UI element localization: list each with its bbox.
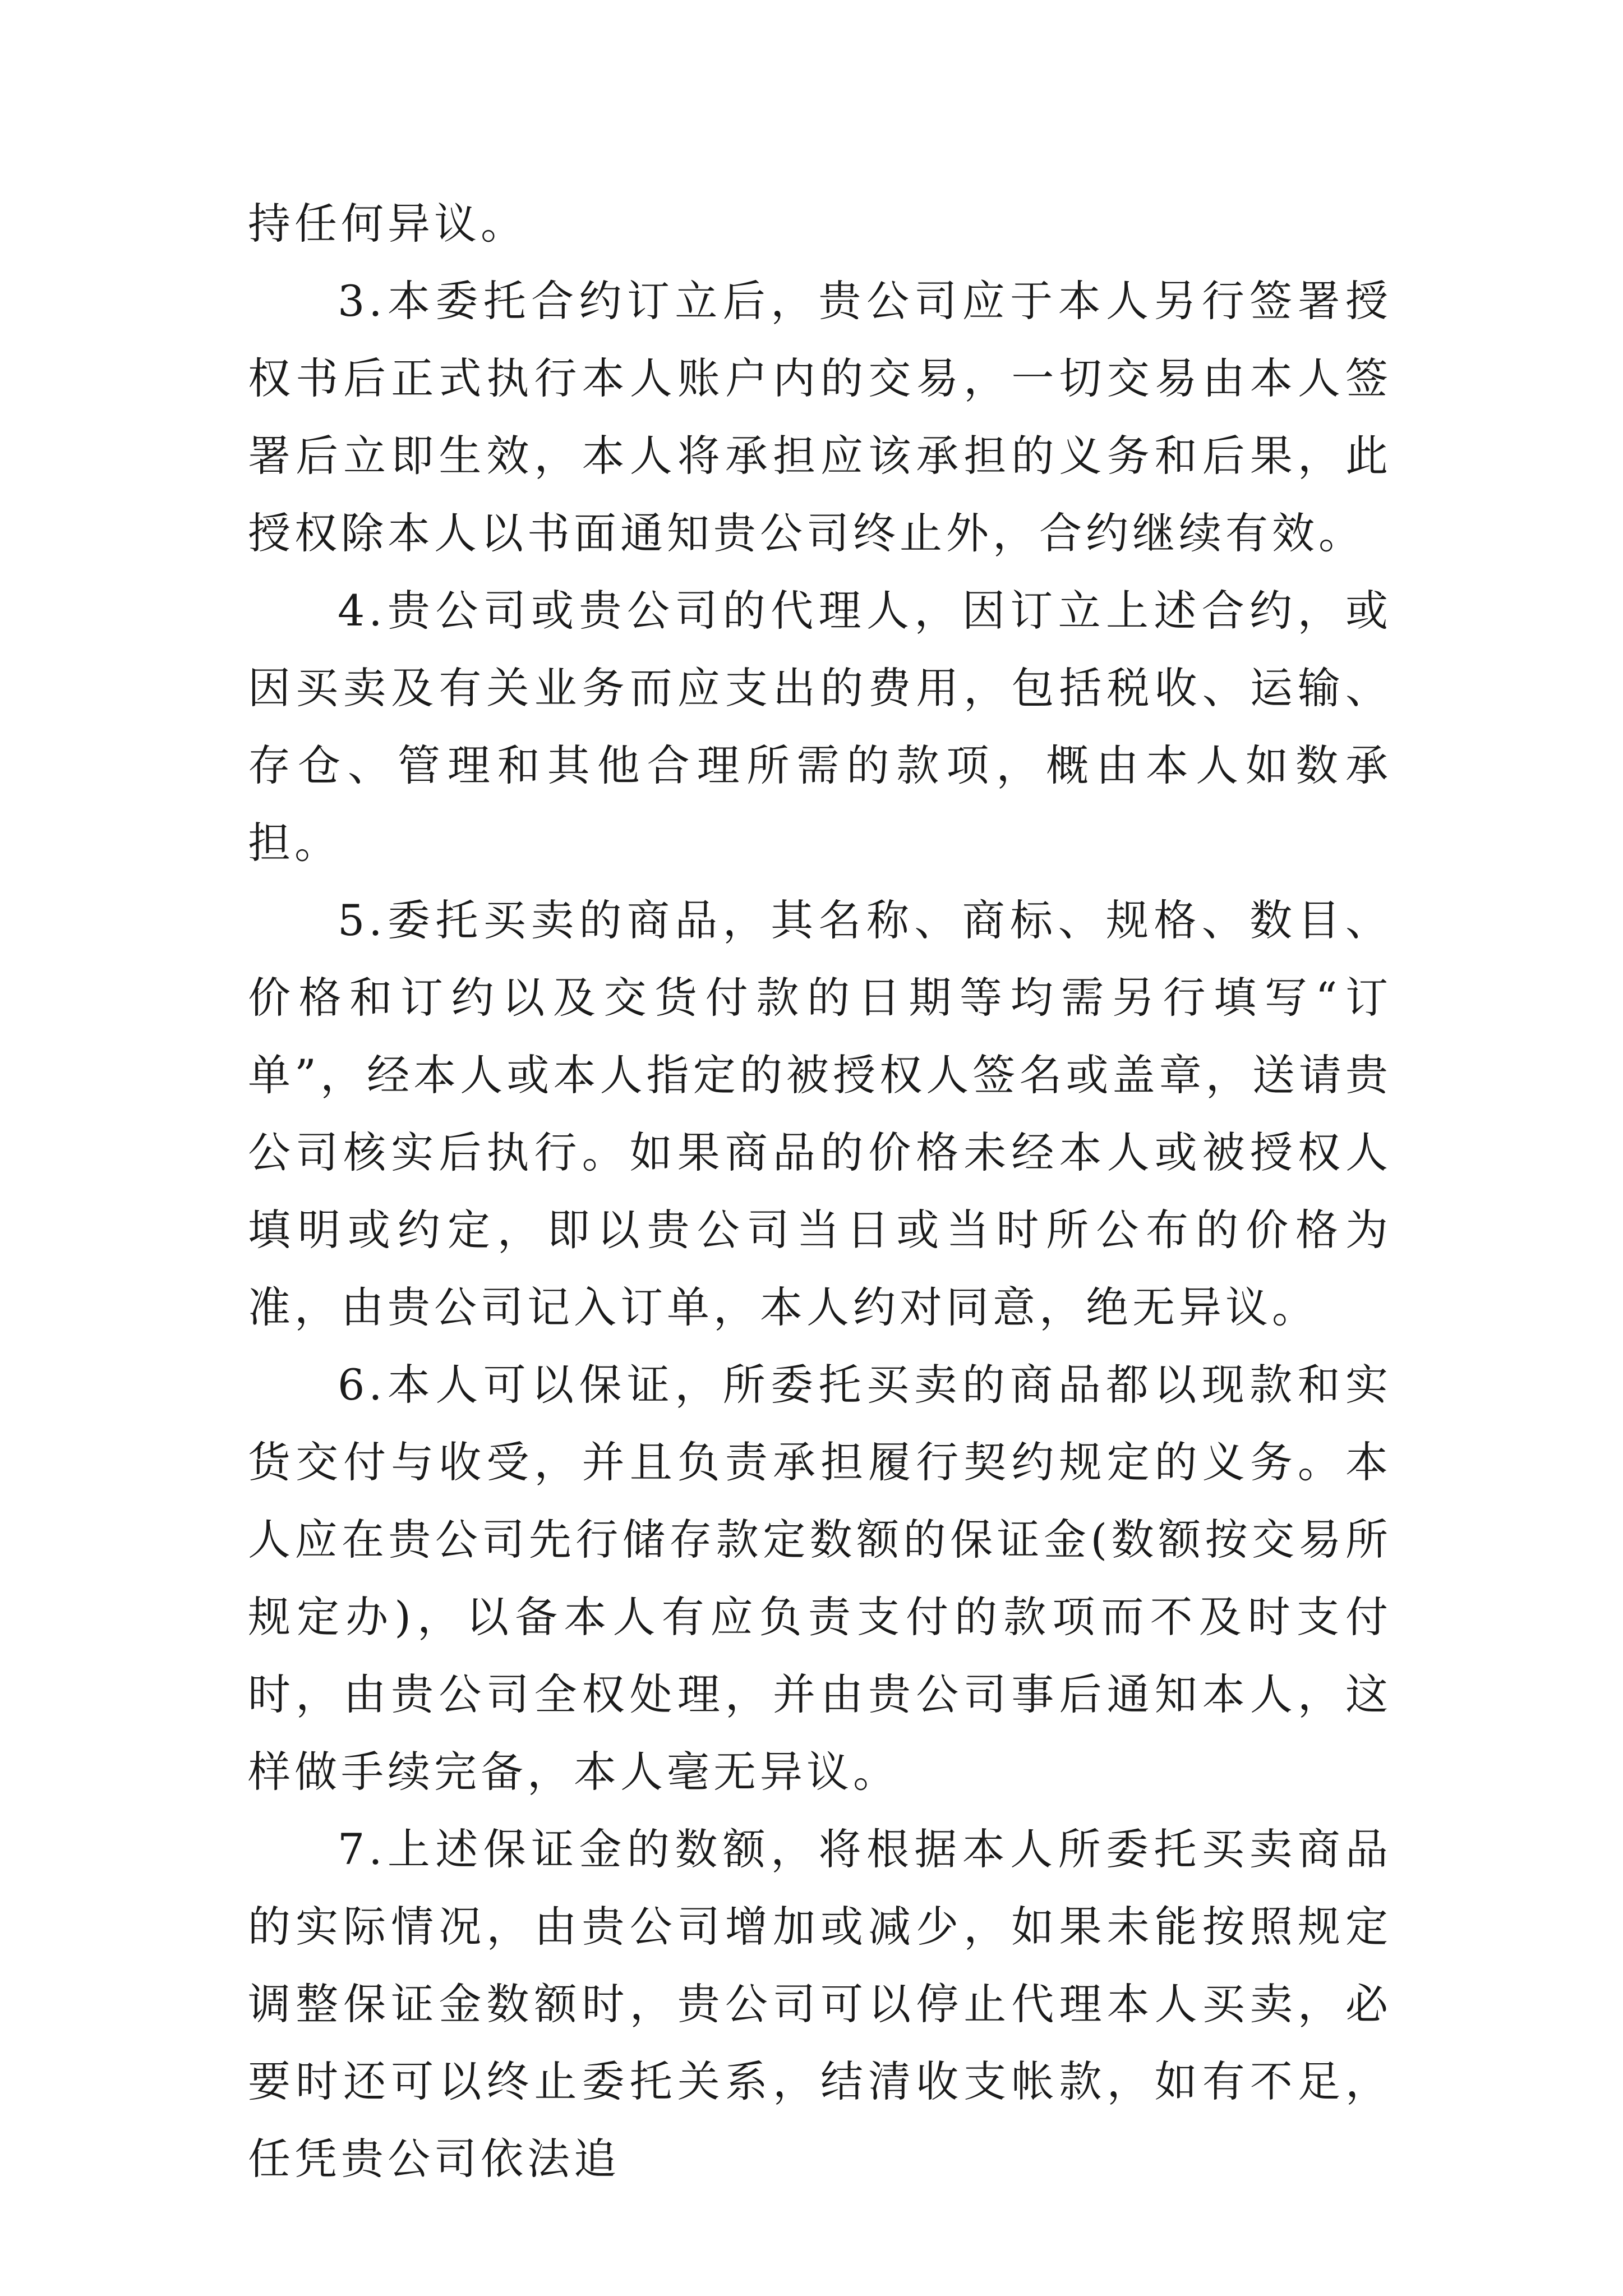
paragraph-clause-3: 3.本委托合约订立后，贵公司应于本人另行签署授权书后正式执行本人账户内的交易，一切交易由本人签署后立即生效，本人将承担应该承担的义务和后果，此授权除本人以书面通知贵公司终止外，合约继续有效。 [248,276,1392,558]
paragraph-continuation: 持任何异议。 [248,199,527,249]
paragraph-clause-7: 7.上述保证金的数额，将根据本人所委托买卖商品的实际情况，由贵公司增加或减少，如果未能按照规定调整保证金数额时，贵公司可以停止代理本人买卖，必要时还可以终止委托关系，结清收支帐款，如有不足，任凭贵公司依法追 [248,1824,1392,2184]
paragraph-clause-4: 4.贵公司或贵公司的代理人，因订立上述合约，或因买卖及有关业务而应支出的费用，包括税收、运输、存仓、管理和其他合理所需的款项，概由本人如数承担。 [248,586,1392,868]
paragraph-clause-5: 5.委托买卖的商品，其名称、商标、规格、数目、价格和订约以及交货付款的日期等均需另行填写“订单”，经本人或本人指定的被授权人签名或盖章，送请贵公司核实后执行。如果商品的价格未经本人或被授权人填明或约定，即以贵公司当日或当时所公布的价格为准，由贵公司记入订单，本人约对同意，绝无异议。 [248,895,1392,1332]
paragraph-clause-6: 6.本人可以保证，所委托买卖的商品都以现款和实货交付与收受，并且负责承担履行契约规定的义务。本人应在贵公司先行储存款定数额的保证金(数额按交易所规定办)，以备本人有应负责支付的款项而不及时支付时，由贵公司全权处理，并由贵公司事后通知本人，这样做手续完备，本人毫无异议。 [248,1360,1392,1797]
document-body [248,185,1392,2198]
